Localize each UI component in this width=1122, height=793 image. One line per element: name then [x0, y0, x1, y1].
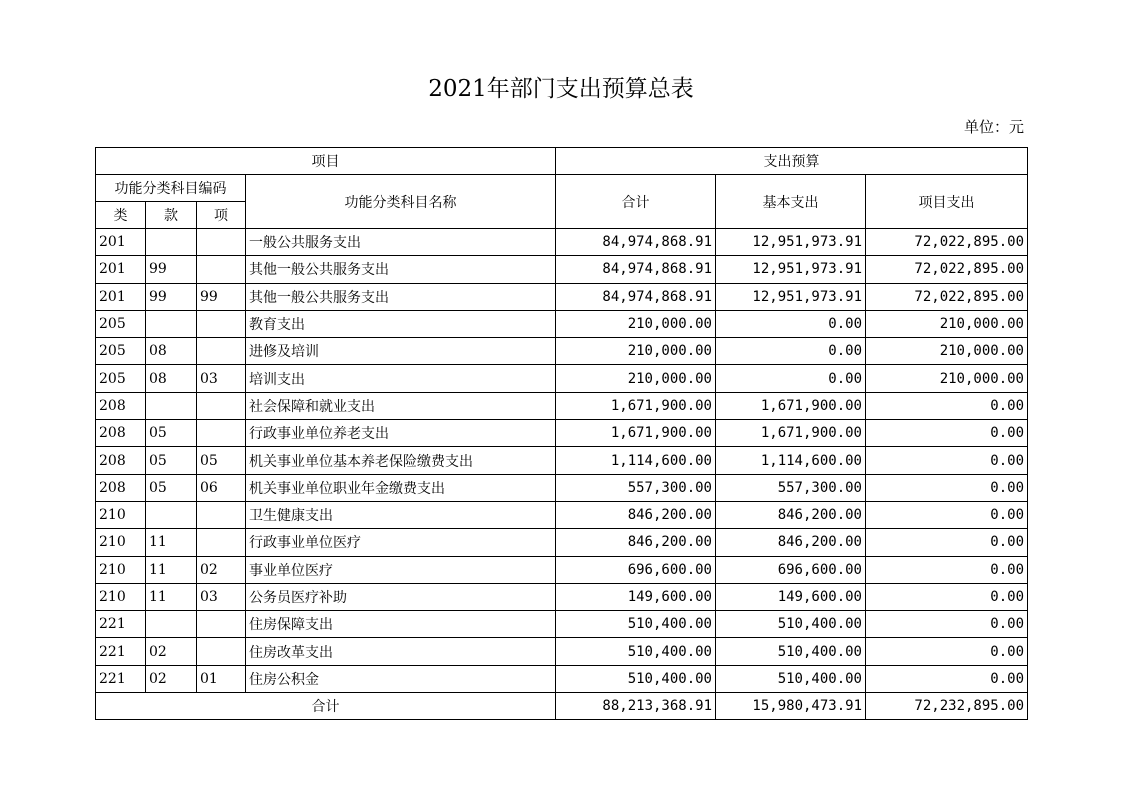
cell-total: 210,000.00	[556, 365, 716, 392]
cell-item: 0.00	[866, 529, 1028, 556]
cell-name: 行政事业单位医疗	[246, 529, 556, 556]
cell-xiang: 03	[197, 365, 246, 392]
header-lei: 类	[96, 202, 146, 229]
cell-total: 557,300.00	[556, 474, 716, 501]
cell-item: 210,000.00	[866, 338, 1028, 365]
cell-lei: 201	[96, 229, 146, 256]
cell-name: 教育支出	[246, 310, 556, 337]
cell-name: 机关事业单位基本养老保险缴费支出	[246, 447, 556, 474]
cell-lei: 208	[96, 392, 146, 419]
cell-basic: 0.00	[716, 338, 866, 365]
table-row	[96, 474, 1028, 501]
cell-lei: 208	[96, 447, 146, 474]
cell-lei: 221	[96, 611, 146, 638]
table-row	[96, 338, 1028, 365]
cell-xiang	[197, 420, 246, 447]
cell-basic: 846,200.00	[716, 501, 866, 528]
cell-kuan: 99	[146, 256, 197, 283]
cell-basic: 0.00	[716, 365, 866, 392]
cell-kuan: 08	[146, 365, 197, 392]
cell-name: 一般公共服务支出	[246, 229, 556, 256]
cell-xiang	[197, 501, 246, 528]
cell-name: 其他一般公共服务支出	[246, 256, 556, 283]
cell-xiang	[197, 229, 246, 256]
cell-basic: 510,400.00	[716, 611, 866, 638]
header-total: 合计	[556, 175, 716, 229]
cell-kuan: 11	[146, 556, 197, 583]
header-name: 功能分类科目名称	[246, 175, 556, 229]
cell-kuan: 11	[146, 529, 197, 556]
table-row	[96, 556, 1028, 583]
cell-lei: 205	[96, 310, 146, 337]
cell-name: 进修及培训	[246, 338, 556, 365]
cell-xiang: 99	[197, 283, 246, 310]
total-item: 72,232,895.00	[866, 693, 1028, 720]
cell-name: 住房改革支出	[246, 638, 556, 665]
cell-item: 210,000.00	[866, 365, 1028, 392]
cell-item: 0.00	[866, 392, 1028, 419]
cell-total: 84,974,868.91	[556, 283, 716, 310]
table-row	[96, 310, 1028, 337]
cell-name: 卫生健康支出	[246, 501, 556, 528]
cell-basic: 696,600.00	[716, 556, 866, 583]
cell-item: 72,022,895.00	[866, 256, 1028, 283]
cell-name: 机关事业单位职业年金缴费支出	[246, 474, 556, 501]
cell-name: 公务员医疗补助	[246, 583, 556, 610]
cell-name: 行政事业单位养老支出	[246, 420, 556, 447]
cell-xiang	[197, 392, 246, 419]
cell-lei: 221	[96, 665, 146, 692]
cell-name: 住房保障支出	[246, 611, 556, 638]
table-row	[96, 447, 1028, 474]
cell-basic: 1,671,900.00	[716, 392, 866, 419]
header-row-1	[96, 148, 1028, 175]
cell-total: 210,000.00	[556, 310, 716, 337]
cell-kuan: 99	[146, 283, 197, 310]
cell-basic: 1,671,900.00	[716, 420, 866, 447]
cell-kuan: 08	[146, 338, 197, 365]
cell-kuan: 05	[146, 420, 197, 447]
cell-item: 0.00	[866, 556, 1028, 583]
header-kuan: 款	[146, 202, 197, 229]
table-row	[96, 583, 1028, 610]
header-basic: 基本支出	[716, 175, 866, 229]
cell-lei: 205	[96, 338, 146, 365]
cell-item: 0.00	[866, 583, 1028, 610]
table-row	[96, 529, 1028, 556]
table-row	[96, 420, 1028, 447]
cell-basic: 846,200.00	[716, 529, 866, 556]
cell-xiang	[197, 611, 246, 638]
cell-total: 696,600.00	[556, 556, 716, 583]
cell-item: 210,000.00	[866, 310, 1028, 337]
cell-total: 1,114,600.00	[556, 447, 716, 474]
cell-item: 0.00	[866, 501, 1028, 528]
table-row	[96, 638, 1028, 665]
table-row	[96, 392, 1028, 419]
cell-basic: 12,951,973.91	[716, 229, 866, 256]
cell-lei: 221	[96, 638, 146, 665]
table-row	[96, 611, 1028, 638]
cell-kuan: 05	[146, 447, 197, 474]
cell-xiang: 01	[197, 665, 246, 692]
table-row	[96, 665, 1028, 692]
total-label: 合计	[96, 693, 556, 720]
table-row	[96, 501, 1028, 528]
cell-name: 培训支出	[246, 365, 556, 392]
cell-kuan: 11	[146, 583, 197, 610]
cell-basic: 510,400.00	[716, 638, 866, 665]
cell-xiang	[197, 529, 246, 556]
cell-total: 846,200.00	[556, 501, 716, 528]
cell-total: 510,400.00	[556, 611, 716, 638]
cell-xiang	[197, 638, 246, 665]
header-item: 项目支出	[866, 175, 1028, 229]
cell-name: 事业单位医疗	[246, 556, 556, 583]
cell-kuan	[146, 501, 197, 528]
cell-item: 0.00	[866, 447, 1028, 474]
cell-item: 0.00	[866, 611, 1028, 638]
cell-xiang	[197, 310, 246, 337]
cell-item: 0.00	[866, 474, 1028, 501]
cell-total: 510,400.00	[556, 665, 716, 692]
table-row	[96, 229, 1028, 256]
cell-item: 72,022,895.00	[866, 283, 1028, 310]
cell-xiang: 05	[197, 447, 246, 474]
cell-total: 84,974,868.91	[556, 256, 716, 283]
cell-lei: 210	[96, 529, 146, 556]
header-project: 项目	[96, 148, 556, 175]
cell-name: 其他一般公共服务支出	[246, 283, 556, 310]
total-basic: 15,980,473.91	[716, 693, 866, 720]
cell-name: 住房公积金	[246, 665, 556, 692]
cell-basic: 0.00	[716, 310, 866, 337]
cell-item: 0.00	[866, 420, 1028, 447]
cell-total: 84,974,868.91	[556, 229, 716, 256]
cell-kuan	[146, 392, 197, 419]
page-title: 2021年部门支出预算总表	[428, 76, 694, 102]
cell-basic: 12,951,973.91	[716, 256, 866, 283]
cell-kuan	[146, 310, 197, 337]
header-row-2	[96, 175, 1028, 202]
cell-kuan: 02	[146, 665, 197, 692]
cell-name: 社会保障和就业支出	[246, 392, 556, 419]
cell-kuan: 05	[146, 474, 197, 501]
cell-kuan	[146, 229, 197, 256]
cell-lei: 208	[96, 420, 146, 447]
cell-basic: 557,300.00	[716, 474, 866, 501]
cell-total: 149,600.00	[556, 583, 716, 610]
total-sum: 88,213,368.91	[556, 693, 716, 720]
cell-kuan: 02	[146, 638, 197, 665]
cell-total: 210,000.00	[556, 338, 716, 365]
cell-lei: 201	[96, 256, 146, 283]
cell-kuan	[146, 611, 197, 638]
total-row	[96, 693, 1028, 720]
header-code-group: 功能分类科目编码	[96, 175, 246, 202]
cell-basic: 1,114,600.00	[716, 447, 866, 474]
cell-lei: 205	[96, 365, 146, 392]
cell-total: 510,400.00	[556, 638, 716, 665]
cell-total: 1,671,900.00	[556, 392, 716, 419]
cell-item: 72,022,895.00	[866, 229, 1028, 256]
cell-lei: 210	[96, 501, 146, 528]
unit-label: 单位：元	[963, 118, 1024, 136]
cell-lei: 208	[96, 474, 146, 501]
cell-xiang: 06	[197, 474, 246, 501]
cell-xiang	[197, 338, 246, 365]
cell-basic: 149,600.00	[716, 583, 866, 610]
table-row	[96, 283, 1028, 310]
cell-lei: 201	[96, 283, 146, 310]
header-xiang: 项	[197, 202, 246, 229]
header-budget: 支出预算	[556, 148, 1028, 175]
cell-basic: 510,400.00	[716, 665, 866, 692]
cell-item: 0.00	[866, 638, 1028, 665]
cell-basic: 12,951,973.91	[716, 283, 866, 310]
cell-xiang: 03	[197, 583, 246, 610]
cell-total: 1,671,900.00	[556, 420, 716, 447]
cell-total: 846,200.00	[556, 529, 716, 556]
cell-lei: 210	[96, 583, 146, 610]
budget-table	[95, 147, 1028, 720]
cell-xiang	[197, 256, 246, 283]
cell-lei: 210	[96, 556, 146, 583]
cell-item: 0.00	[866, 665, 1028, 692]
cell-xiang: 02	[197, 556, 246, 583]
table-row	[96, 365, 1028, 392]
table-row	[96, 256, 1028, 283]
